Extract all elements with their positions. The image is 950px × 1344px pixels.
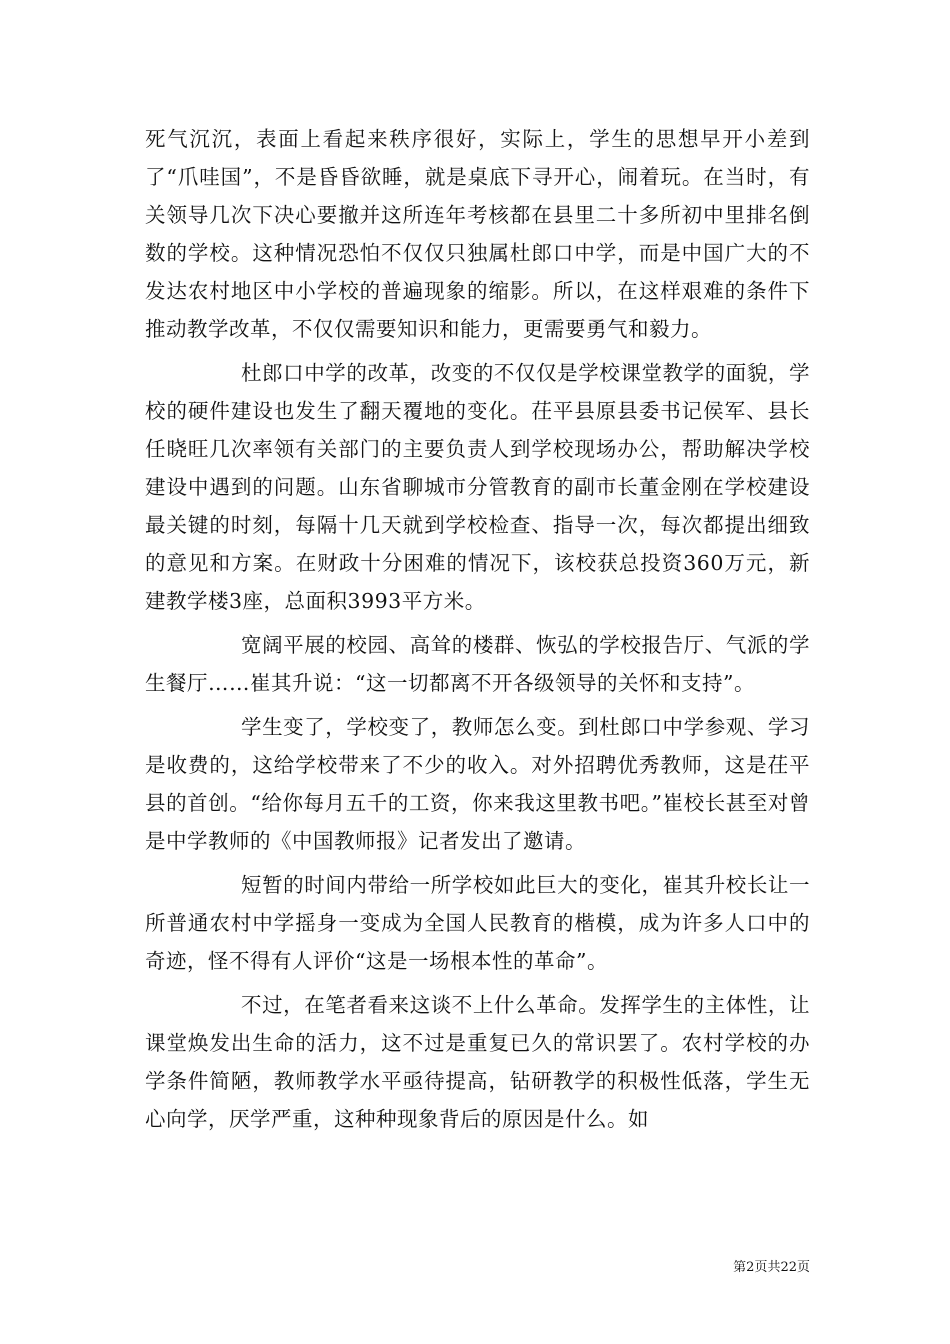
paragraph-3: 宽阔平展的校园、高耸的楼群、恢弘的学校报告厅、气派的学生餐厅……崔其升说：“这一切都离不开各级领导的关怀和支持”。 xyxy=(145,633,810,695)
paragraph-1: 死气沉沉，表面上看起来秩序很好，实际上，学生的思想早开小差到了“爪哇国”，不是昏昏欲睡，就是桌底下寻开心，闹着玩。在当时，有关领导几次下决心要撤并这所连年考核都在县里二十多所初中里排名倒数的学校。这种情况恐怕不仅仅只独属杜郎口中学，而是中国广大的不发达农村地区中小学校的普遍现象的缩影。所以，在这样艰难的条件下推动教学改革，不仅仅需要知识和能力，更需要勇气和毅力。 xyxy=(145,127,810,341)
paragraph-5: 短暂的时间内带给一所学校如此巨大的变化，崔其升校长让一所普通农村中学摇身一变成为全国人民教育的楷模，成为许多人口中的奇迹，怪不得有人评价“这是一场根本性的革命”。 xyxy=(145,873,810,973)
page-number: 第2页共22页 xyxy=(733,1260,810,1275)
paragraph-2: 杜郎口中学的改革，改变的不仅仅是学校课堂教学的面貌，学校的硬件建设也发生了翻天覆地的变化。茌平县原县委书记侯军、县长任晓旺几次率领有关部门的主要负责人到学校现场办公，帮助解决学校建设中遇到的问题。山东省聊城市分管教育的副市长董金刚在学校建设最关键的时刻，每隔十几天就到学校检查、指导一次，每次都提出细致的意见和方案。在财政十分困难的情况下，该校获总投资360万元，新建教学楼3座，总面积3993平方米。 xyxy=(145,361,810,613)
paragraph-6: 不过，在笔者看来这谈不上什么革命。发挥学生的主体性，让课堂焕发出生命的活力，这不过是重复已久的常识罢了。农村学校的办学条件简陋，教师教学水平亟待提高，钻研教学的积极性低落，学生无心向学，厌学严重，这种种现象背后的原因是什么。如 xyxy=(145,993,810,1131)
paragraph-4: 学生变了，学校变了，教师怎么变。到杜郎口中学参观、学习是收费的，这给学校带来了不少的收入。对外招聘优秀教师，这是茌平县的首创。“给你每月五千的工资，你来我这里教书吧。”崔校长甚至对曾是中学教师的《中国教师报》记者发出了邀请。 xyxy=(145,715,810,853)
document-body xyxy=(145,120,810,1138)
